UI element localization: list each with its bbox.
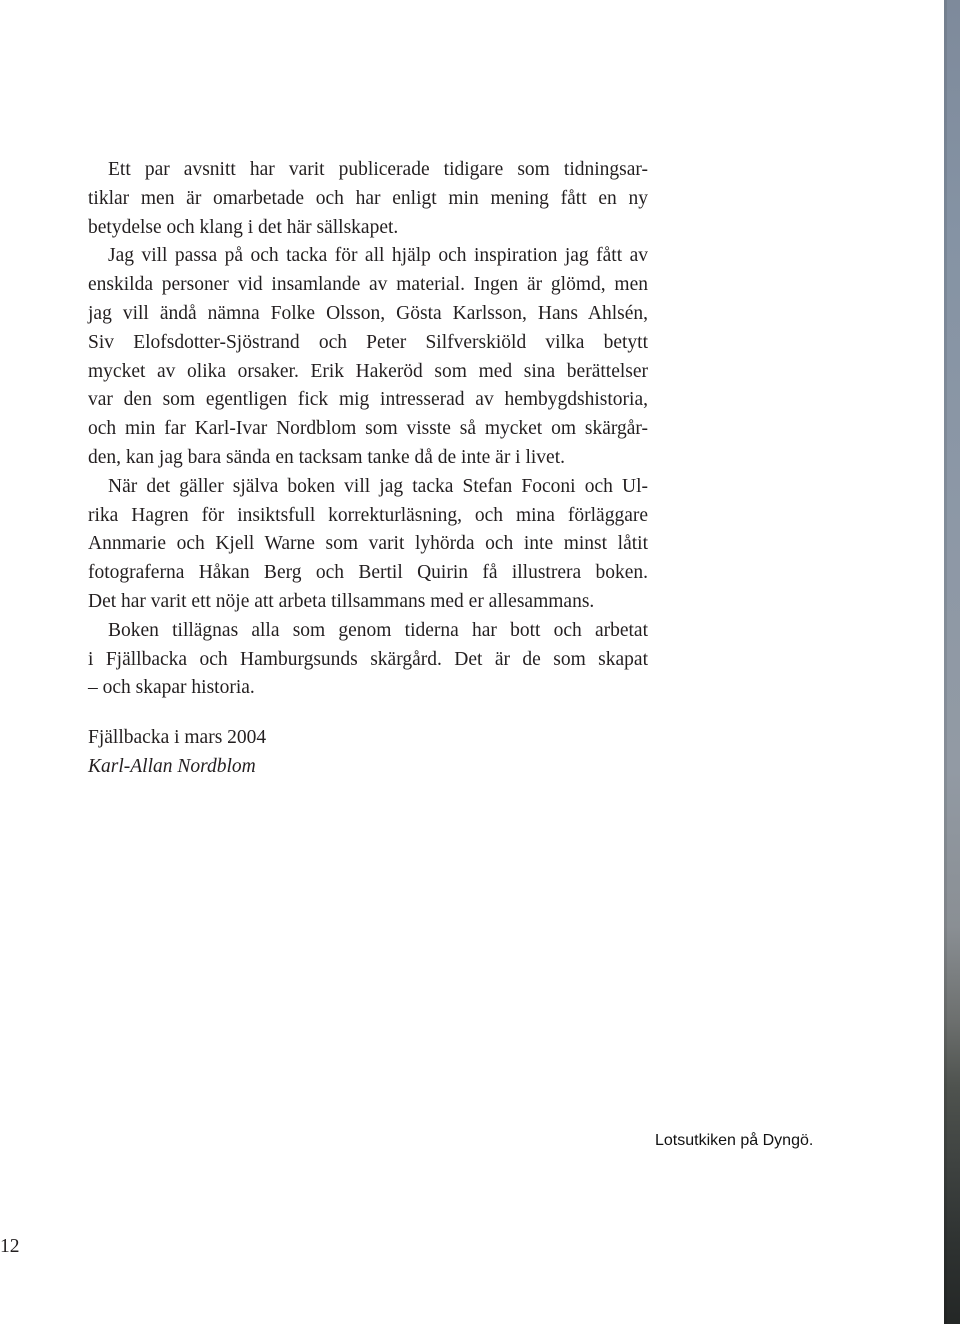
text-line: var den som egentligen fick mig intresserad av hembygdshistoria, — [88, 389, 648, 411]
text-line: betydelse och klang i det här sällskapet. — [88, 216, 399, 238]
text-line: Jag vill passa på och tacka för all hjälp och inspiration jag fått av — [108, 245, 648, 267]
text-line: Ett par avsnitt har varit publicerade tidigare som tidningsar- — [108, 159, 648, 180]
place-date: Fjällbacka i mars 2004 — [88, 727, 267, 748]
photo-caption: Lotsutkiken på Dyngö. — [655, 1132, 814, 1149]
text-line: När det gäller själva boken vill jag tacka Stefan Foconi och Ul- — [108, 475, 648, 497]
text-line: fotograferna Håkan Berg och Bertil Quirin få illustrera boken. — [88, 562, 648, 584]
text-line: enskilda personer vid insamlande av material. Ingen är glömd, men — [88, 274, 648, 296]
photo-edge — [944, 0, 960, 1324]
text-line: Det har varit ett nöje att arbeta tillsammans med er allesammans. — [88, 590, 595, 612]
text-line: Boken tillägnas alla som genom tiderna har bott och arbetat — [108, 619, 648, 641]
text-line: – och skapar historia. — [88, 677, 255, 699]
signature-block — [88, 724, 266, 782]
text-line: Siv Elofsdotter-Sjöstrand och Peter Silfverskiöld vilka betytt — [88, 331, 648, 353]
text-line: och min far Karl-Ivar Nordblom som visste så mycket om skärgår- — [88, 418, 648, 440]
text-line: rika Hagren för insiktsfull korrekturläsning, och mina förläggare — [88, 504, 648, 526]
text-line: Annmarie och Kjell Warne som varit lyhörda och inte minst låtit — [88, 533, 648, 555]
text-line: jag vill ändå nämna Folke Olsson, Gösta Karlsson, Hans Ahlsén, — [88, 302, 648, 324]
author-name: Karl-Allan Nordblom — [88, 755, 256, 777]
text-line: tiklar men är omarbetade och har enligt min mening fått en ny — [88, 187, 648, 209]
text-line: den, kan jag bara sända en tacksam tanke då de inte är i livet. — [88, 446, 566, 468]
text-line: i Fjällbacka och Hamburgsunds skärgård. Det är de som skapat — [88, 648, 648, 670]
text-line: mycket av olika orsaker. Erik Hakeröd som med sina berättelser — [88, 360, 648, 382]
page-number: 12 — [0, 1236, 20, 1257]
body-text — [88, 156, 648, 703]
